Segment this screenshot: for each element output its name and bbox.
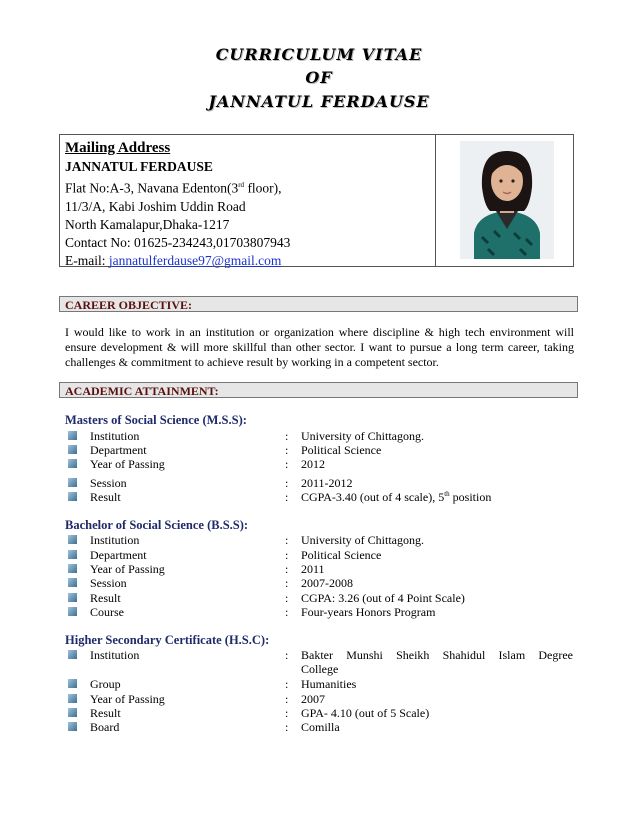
bullet-icon — [68, 593, 77, 602]
mss-heading: Masters of Social Science (M.S.S): — [65, 413, 247, 427]
result-value: CGPA-3.40 (out of 4 scale), 5 — [301, 490, 445, 504]
contact-number: Contact No: 01625-234243,01703807943 — [65, 234, 291, 250]
table-row — [68, 648, 578, 678]
row-colon: : — [285, 533, 289, 547]
bullet-icon — [68, 445, 77, 454]
mailing-address-text — [65, 138, 290, 270]
profile-photo-illustration — [460, 141, 554, 259]
floor-suffix: rd — [238, 181, 245, 189]
bullet-icon — [68, 478, 77, 487]
row-label: Institution — [90, 648, 140, 662]
row-value-continued: College — [301, 662, 339, 676]
position-text: position — [449, 490, 492, 504]
row-label: Course — [90, 605, 124, 619]
row-value: GPA- 4.10 (out of 5 Scale) — [301, 706, 430, 720]
table-row — [68, 443, 578, 458]
row-label: Institution — [90, 429, 140, 443]
row-colon: : — [285, 720, 289, 734]
academic-attainment-bar — [59, 382, 578, 398]
row-colon: : — [285, 457, 289, 471]
address-line-1-end: floor), — [244, 180, 282, 196]
career-objective-text: I would like to work in an institution or organization where discipline & high tech environment will ensure development & will more skillful than other sector. I want to pursue a long term career, taking challenges & commitment to achieve result by working in a competent sector. — [65, 325, 574, 369]
bullet-icon — [68, 722, 77, 731]
email-label: E-mail: — [65, 252, 109, 268]
row-value — [301, 490, 573, 505]
row-colon: : — [285, 443, 289, 457]
row-value: 2007 — [301, 692, 325, 706]
hsc-heading: Higher Secondary Certificate (H.S.C): — [65, 633, 270, 647]
position-suffix: th — [444, 490, 450, 498]
table-row — [68, 720, 578, 735]
bullet-icon — [68, 679, 77, 688]
bullet-icon — [68, 564, 77, 573]
row-value: 2011 — [301, 562, 325, 576]
table-row — [68, 692, 578, 707]
table-row — [68, 457, 578, 472]
row-colon: : — [285, 591, 289, 605]
bullet-icon — [68, 459, 77, 468]
table-row — [68, 562, 578, 577]
row-label: Department — [90, 548, 147, 562]
row-colon: : — [285, 429, 289, 443]
row-label: Result — [90, 591, 121, 605]
row-colon: : — [285, 605, 289, 619]
address-line-1 — [65, 176, 290, 198]
row-label: Result — [90, 706, 121, 720]
row-label: Group — [90, 677, 121, 691]
academic-attainment-heading: ACADEMIC ATTAINMENT: — [65, 384, 219, 398]
row-label: Result — [90, 490, 121, 504]
bullet-icon — [68, 550, 77, 559]
applicant-name: JANNATUL FERDAUSE — [65, 159, 213, 174]
table-row — [68, 576, 578, 591]
row-colon: : — [285, 677, 289, 691]
address-line-2: 11/3/A, Kabi Joshim Uddin Road — [65, 198, 246, 214]
cv-title-name: JANNATUL FERDAUSE — [208, 92, 430, 111]
row-value: Political Science — [301, 548, 382, 562]
row-value: 2011-2012 — [301, 476, 353, 490]
table-row — [68, 605, 578, 620]
row-colon: : — [285, 576, 289, 590]
cv-title-of: OF — [305, 68, 333, 87]
row-label: Year of Passing — [90, 457, 165, 471]
row-label: Institution — [90, 533, 140, 547]
row-value: University of Chittagong. — [301, 533, 424, 547]
career-objective-bar — [59, 296, 578, 312]
row-colon: : — [285, 562, 289, 576]
bullet-icon — [68, 578, 77, 587]
mailing-address-heading: Mailing Address — [65, 140, 171, 156]
cv-title: CURRICULUM VITAE — [215, 45, 423, 64]
row-value: Four-years Honors Program — [301, 605, 436, 619]
photo-cell — [435, 135, 576, 266]
row-colon: : — [285, 490, 289, 504]
row-value: Bakter Munshi Sheikh Shahidul Islam Degree — [301, 648, 573, 662]
table-row — [68, 706, 578, 721]
table-row — [68, 548, 578, 563]
row-colon: : — [285, 548, 289, 562]
row-colon: : — [285, 476, 289, 490]
row-colon: : — [285, 692, 289, 706]
bullet-icon — [68, 650, 77, 659]
profile-photo — [460, 141, 554, 259]
bullet-icon — [68, 607, 77, 616]
row-label: Session — [90, 576, 127, 590]
row-value: University of Chittagong. — [301, 429, 424, 443]
table-row — [68, 490, 578, 505]
row-label: Board — [90, 720, 120, 734]
address-line-3: North Kamalapur,Dhaka-1217 — [65, 216, 230, 232]
table-row — [68, 677, 578, 692]
table-row — [68, 429, 578, 444]
bullet-icon — [68, 535, 77, 544]
row-colon: : — [285, 706, 289, 720]
bss-heading: Bachelor of Social Science (B.S.S): — [65, 518, 249, 532]
bullet-icon — [68, 431, 77, 440]
row-value: Humanities — [301, 677, 357, 691]
row-value: Political Science — [301, 443, 382, 457]
row-label: Department — [90, 443, 147, 457]
career-objective-heading: CAREER OBJECTIVE: — [65, 298, 193, 312]
bullet-icon — [68, 694, 77, 703]
email-line — [65, 252, 290, 270]
row-colon: : — [285, 648, 289, 662]
address-line-1-main: Flat No:A-3, Navana Edenton(3 — [65, 180, 239, 196]
table-row — [68, 476, 578, 491]
row-value: 2012 — [301, 457, 325, 471]
table-row — [68, 591, 578, 606]
email-link[interactable]: jannatulferdause97@gmail.com — [108, 252, 282, 268]
bullet-icon — [68, 492, 77, 501]
row-value: 2007-2008 — [301, 576, 353, 590]
row-label: Year of Passing — [90, 562, 165, 576]
row-label: Year of Passing — [90, 692, 165, 706]
bullet-icon — [68, 708, 77, 717]
table-row — [68, 533, 578, 548]
row-value: CGPA: 3.26 (out of 4 Point Scale) — [301, 591, 465, 605]
mailing-address-box — [59, 134, 574, 267]
row-value: Comilla — [301, 720, 340, 734]
row-label: Session — [90, 476, 127, 490]
